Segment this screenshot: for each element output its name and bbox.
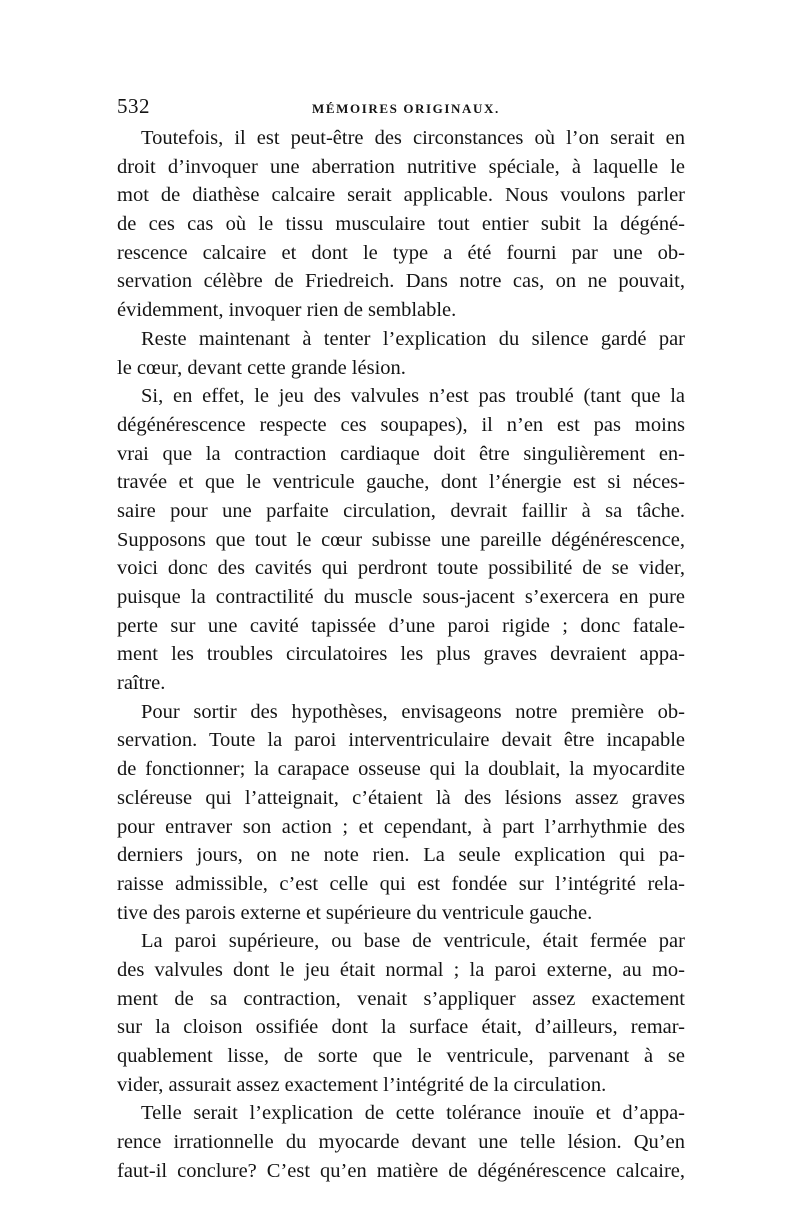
- text-line: tive des parois externe et supérieure du ventricule gauche.: [117, 901, 593, 924]
- text-line: Si, en effet, le jeu des valvules n’est pas troublé (tant que la: [141, 385, 685, 408]
- text-line: raître.: [117, 672, 166, 695]
- paragraph-2: [117, 325, 685, 382]
- paragraph-5: [117, 927, 685, 1099]
- paragraph-1: [117, 124, 685, 325]
- text-line: Toutefois, il est peut-être des circonstances où l’on serait en: [141, 127, 685, 149]
- text-line: rence irrationnelle du myocarde devant une telle lésion. Qu’en: [117, 1131, 685, 1154]
- text-line: La paroi supérieure, ou base de ventricule, était fermée par: [141, 930, 685, 953]
- text-line: dégénérescence respecte ces soupapes), il n’en est pas moins: [117, 413, 685, 436]
- text-line: mot de diathèse calcaire serait applicable. Nous voulons parler: [117, 184, 685, 207]
- text-line: travée et que le ventricule gauche, dont l’énergie est si néces-: [117, 471, 685, 494]
- text-line: perte sur une cavité tapissée d’une paroi rigide ; donc fatale-: [117, 614, 685, 637]
- text-line: des valvules dont le jeu était normal ; la paroi externe, au mo-: [117, 958, 685, 981]
- text-line: scléreuse qui l’atteignait, c’étaient là des lésions assez graves: [117, 786, 685, 809]
- text-line: vider, assurait assez exactement l’intégrité de la circulation.: [117, 1073, 607, 1096]
- text-line: pour entraver son action ; et cependant, à part l’arrhythmie des: [117, 815, 685, 838]
- text-line: servation. Toute la paroi interventriculaire devait être incapable: [117, 729, 685, 752]
- body-text: [117, 124, 685, 1185]
- text-line: Supposons que tout le cœur subisse une pareille dégénérescence,: [117, 528, 685, 551]
- text-line: droit d’invoquer une aberration nutritive spéciale, à laquelle le: [117, 155, 685, 178]
- text-line: rescence calcaire et dont le type a été fourni par une ob-: [117, 241, 685, 264]
- text-line: évidemment, invoquer rien de semblable.: [117, 299, 457, 322]
- text-line: de ces cas où le tissu musculaire tout entier subit la dégéné-: [117, 213, 685, 236]
- text-line: Reste maintenant à tenter l’explication du silence gardé par: [141, 327, 685, 350]
- text-line: le cœur, devant cette grande lésion.: [117, 356, 406, 379]
- text-line: ment les troubles circulatoires les plus graves devraient appa-: [117, 643, 685, 666]
- text-line: ment de sa contraction, venait s’appliquer assez exactement: [117, 987, 685, 1010]
- text-line: puisque la contractilité du muscle sous-jacent s’exercera en pure: [117, 586, 685, 608]
- text-line: Telle serait l’explication de cette tolérance inouïe et d’appa-: [141, 1102, 685, 1125]
- text-line: voici donc des cavités qui perdront toute possibilité de se vider,: [117, 557, 685, 580]
- text-line: servation célèbre de Friedreich. Dans notre cas, on ne pouvait,: [117, 270, 685, 293]
- text-line: raisse admissible, c’est celle qui est fondée sur l’intégrité rela-: [117, 872, 685, 895]
- paragraph-4: [117, 698, 685, 928]
- running-title: MÉMOIRES ORIGINAUX.: [312, 101, 500, 116]
- text-line: faut-il conclure? C’est qu’en matière de dégénérescence calcaire,: [117, 1159, 685, 1182]
- page-number: 532: [117, 94, 150, 118]
- paragraph-3: [117, 382, 685, 698]
- paragraph-6: [117, 1099, 685, 1185]
- text-line: Pour sortir des hypothèses, envisageons notre première ob-: [141, 700, 685, 723]
- text-line: derniers jours, on ne note rien. La seule explication qui pa-: [117, 844, 685, 867]
- text-line: quablement lisse, de sorte que le ventricule, parvenant à se: [117, 1045, 685, 1067]
- text-line: vrai que la contraction cardiaque doit être singulièrement en-: [117, 442, 685, 465]
- page-header: [117, 94, 685, 124]
- text-line: saire pour une parfaite circulation, devrait faillir à sa tâche.: [117, 499, 685, 522]
- text-line: sur la cloison ossifiée dont la surface était, d’ailleurs, remar-: [117, 1016, 685, 1039]
- text-line: de fonctionner; la carapace osseuse qui la doublait, la myocardite: [117, 758, 685, 781]
